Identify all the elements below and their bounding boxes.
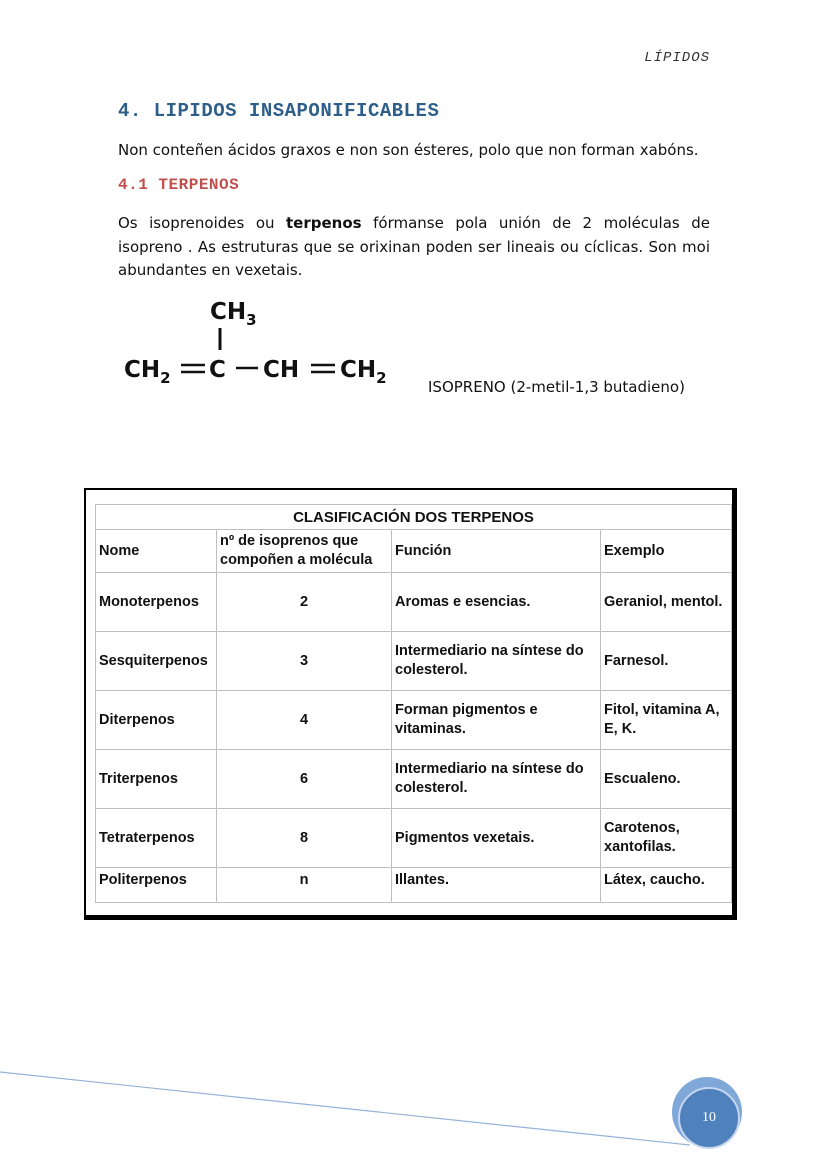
table-row — [96, 750, 732, 809]
section-title: 4. LIPIDOS INSAPONIFICABLES — [118, 100, 440, 122]
cell-exemplo: Farnesol. — [601, 632, 732, 691]
formula-ch3-group: $CH_3$ — [210, 299, 257, 329]
cell-exemplo: Fitol, vitamina A, E, K. — [601, 691, 732, 750]
formula-ch2-right: $CH_2$ — [340, 357, 387, 387]
cell-nome: Tetraterpenos — [96, 809, 217, 868]
cell-nome: Monoterpenos — [96, 573, 217, 632]
cell-funcion: Aromas e esencias. — [392, 573, 601, 632]
cell-exemplo: Látex, caucho. — [601, 868, 732, 903]
cell-funcion: Intermediario na síntese do colesterol. — [392, 632, 601, 691]
table-caption: CLASIFICACIÓN DOS TERPENOS — [96, 505, 732, 530]
header-nome: Nome — [96, 530, 217, 573]
section-intro: Non conteñen ácidos graxos e non son ésteres, polo que non forman xabóns. — [118, 141, 699, 159]
formula-ch-group: CH — [263, 357, 300, 383]
terpenos-classification-table — [95, 504, 732, 903]
cell-nome: Sesquiterpenos — [96, 632, 217, 691]
cell-exemplo: Carotenos, xantofilas. — [601, 809, 732, 868]
cell-isoprenos: 8 — [217, 809, 392, 868]
cell-isoprenos: 3 — [217, 632, 392, 691]
subsection-title: 4.1 TERPENOS — [118, 176, 240, 194]
formula-c-atom: C — [209, 357, 226, 383]
cell-nome: Politerpenos — [96, 868, 217, 903]
cell-isoprenos: 2 — [217, 573, 392, 632]
formula-ch2-left: $CH_2$ — [124, 357, 171, 387]
table-row — [96, 809, 732, 868]
running-header: LÍPIDOS — [644, 50, 710, 66]
para-bold-term: terpenos — [286, 214, 362, 232]
terpenos-table-frame — [84, 488, 737, 920]
table-row — [96, 691, 732, 750]
table-row — [96, 632, 732, 691]
cell-funcion: Pigmentos vexetais. — [392, 809, 601, 868]
cell-isoprenos: 4 — [217, 691, 392, 750]
table-row — [96, 573, 732, 632]
page-number: 10 — [702, 1110, 716, 1125]
cell-funcion: Intermediario na síntese do colesterol. — [392, 750, 601, 809]
cell-isoprenos: 6 — [217, 750, 392, 809]
isoprene-structural-formula — [118, 295, 418, 395]
cell-funcion: Illantes. — [392, 868, 601, 903]
header-funcion: Función — [392, 530, 601, 573]
cell-exemplo: Geraniol, mentol. — [601, 573, 732, 632]
para-text-after: fórmanse pola unión de 2 moléculas de isopreno . As estruturas que se orixinan poden ser lineais ou cíclicas. Son moi abundantes en vexetais. — [118, 214, 710, 279]
header-isoprenos: nº de isoprenos que compoñen a molécula — [217, 530, 392, 573]
cell-funcion: Forman pigmentos e vitaminas. — [392, 691, 601, 750]
cell-isoprenos: n — [217, 868, 392, 903]
header-exemplo: Exemplo — [601, 530, 732, 573]
table-header-row — [96, 530, 732, 573]
cell-nome: Triterpenos — [96, 750, 217, 809]
formula-caption: ISOPRENO (2-metil-1,3 butadieno) — [428, 378, 685, 396]
cell-exemplo: Escualeno. — [601, 750, 732, 809]
terpenos-paragraph — [118, 212, 710, 283]
para-text-before: Os isoprenoides ou — [118, 214, 287, 232]
cell-nome: Diterpenos — [96, 691, 217, 750]
table-row — [96, 868, 732, 903]
